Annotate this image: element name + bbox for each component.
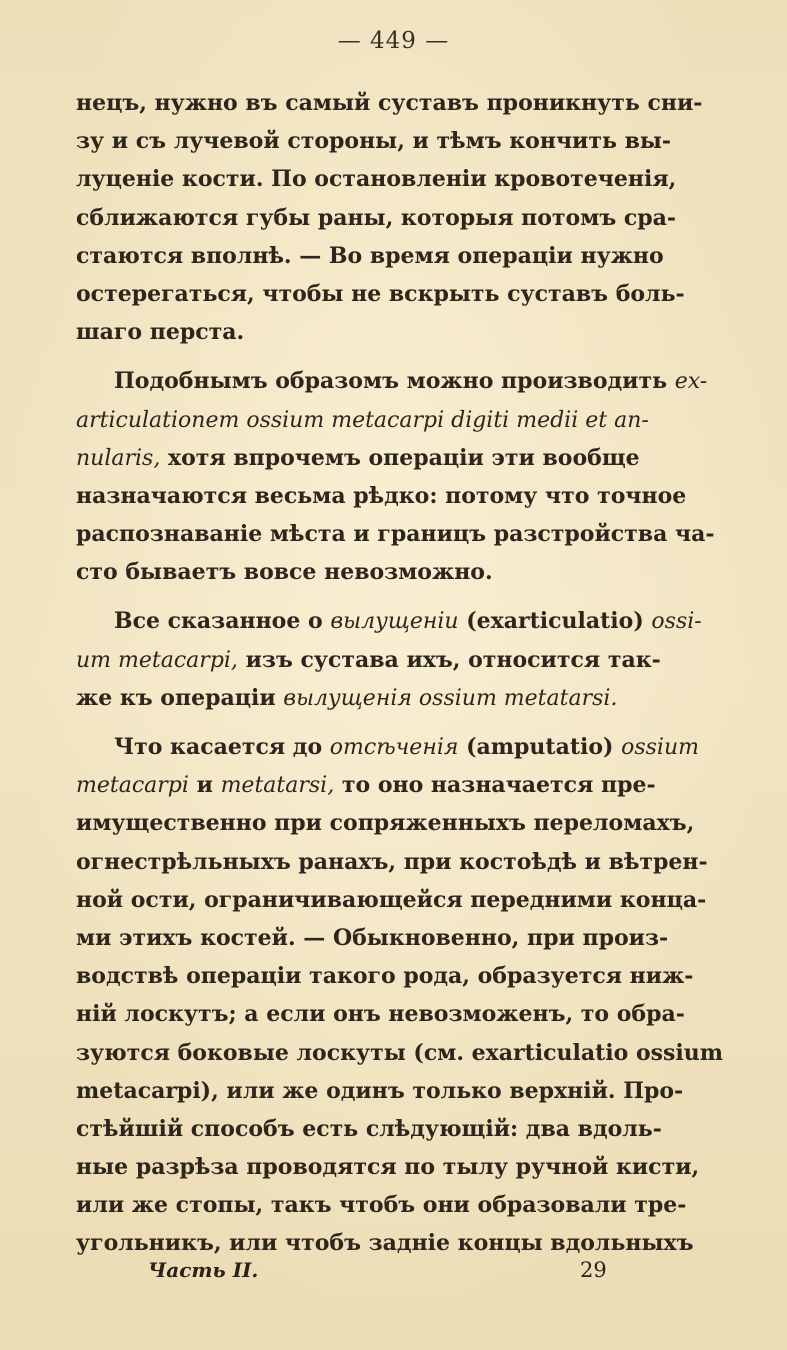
italic-text-segment: um metacarpi, [76,647,238,673]
text-line [76,919,736,957]
text-line [76,1186,736,1224]
text-segment: сближаются губы раны, которыя потомъ сра- [76,204,677,231]
italic-text-segment: отсѣченія [329,735,459,760]
text-line [76,641,736,679]
paragraph-gap [76,717,736,728]
text-line [76,995,736,1033]
text-line [76,881,736,919]
italic-text-segment: вылущенія ossium metatarsi. [283,685,618,711]
text-segment: изъ сустава ихъ, относится так- [237,646,661,673]
sheet-number: 29 [580,1258,607,1282]
text-line [76,679,736,717]
italic-text-segment: articulationem ossium metacarpi digiti medii et an- [76,407,649,433]
text-segment: ми этихъ костей. — Обыкновенно, при произ- [76,924,669,951]
text-line [76,401,736,439]
text-segment: (amputatio) [458,734,622,760]
text-line [76,122,736,160]
text-segment: луценіе кости. По остановленіи кровотеченія, [76,166,677,193]
text-segment: же къ операціи [76,684,284,711]
text-line [76,728,736,766]
text-segment: распознаваніе мѣста и границъ разстройства ча- [76,521,715,548]
text-segment: и [188,772,221,799]
text-segment: имущественно при сопряженныхъ переломахъ, [76,810,695,837]
italic-text-segment: ex- [674,369,708,395]
text-line [76,439,736,477]
text-segment: Все сказанное о [114,608,331,635]
text-segment: огнестрѣльныхъ ранахъ, при костоѣдѣ и вѣтрен- [76,848,708,875]
text-segment: хотя впрочемъ операціи эти вообще [160,444,640,471]
text-line [76,1034,736,1072]
text-line [76,237,736,275]
text-segment: то оно назначается пре- [334,772,656,799]
text-segment: зу и съ лучевой стороны, и тѣмъ кончить вы- [76,128,672,155]
paragraph-gap [76,591,736,602]
text-line [76,843,736,881]
text-line [76,1110,736,1148]
text-segment: угольникъ, или чтобъ задніе концы вдольныхъ [76,1230,694,1257]
text-segment: ной ости, ограничивающейся передними конца- [76,886,707,913]
text-segment: остерегаться, чтобы не вскрыть суставъ боль- [76,280,685,307]
text-segment: зуются боковые лоскуты (см. exarticulatio ossium [76,1039,724,1066]
italic-text-segment: ossium [621,735,699,760]
text-line [76,1072,736,1110]
text-line [76,84,736,122]
italic-text-segment: вылущеніи [330,609,459,635]
text-line [76,602,736,640]
text-segment: назначаются весьма рѣдко: потому что точное [76,482,687,509]
page-number-header: — 449 — [337,28,450,54]
text-segment: ные разрѣза проводятся по тылу ручной кисти, [76,1154,700,1181]
text-segment: стаются вполнѣ. — Во время операціи нужно [76,242,664,269]
body-text [76,84,736,1263]
text-line [76,1224,736,1262]
text-segment: Подобнымъ образомъ можно производить [114,368,675,395]
italic-text-segment: nularis, [76,445,161,471]
text-line [76,362,736,400]
italic-text-segment: metacarpi [76,773,189,799]
text-line [76,1148,736,1186]
text-line [76,313,736,351]
text-line [76,477,736,515]
italic-text-segment: metatarsi, [220,773,335,799]
text-segment: metacarpi), или же одинъ только верхній. Про- [76,1077,684,1104]
text-line [76,957,736,995]
text-line [76,275,736,313]
part-signature: Часть II. [148,1258,259,1282]
italic-text-segment: ossi- [651,609,702,635]
text-segment: Что касается до [114,734,330,760]
text-segment: водствѣ операціи такого рода, образуется ниж- [76,963,694,990]
text-line [76,160,736,198]
text-segment: или же стопы, такъ чтобъ они образовали тре- [76,1192,687,1219]
text-segment: (exarticulatio) [458,608,652,635]
text-line [76,553,736,591]
text-line [76,766,736,804]
text-line [76,515,736,553]
paragraph-gap [76,351,736,362]
text-segment: ній лоскутъ; а если онъ невозможенъ, то обра- [76,1001,685,1028]
page-footer [0,1258,787,1298]
text-line [76,199,736,237]
text-segment: шаго перста. [76,319,245,346]
text-segment: нецъ, нужно въ самый суставъ проникнуть сни- [76,90,703,116]
text-line [76,804,736,842]
text-segment: стѣйшій способъ есть слѣдующій: два вдоль- [76,1115,662,1142]
text-segment: сто бываетъ вовсе невозможно. [76,559,493,586]
